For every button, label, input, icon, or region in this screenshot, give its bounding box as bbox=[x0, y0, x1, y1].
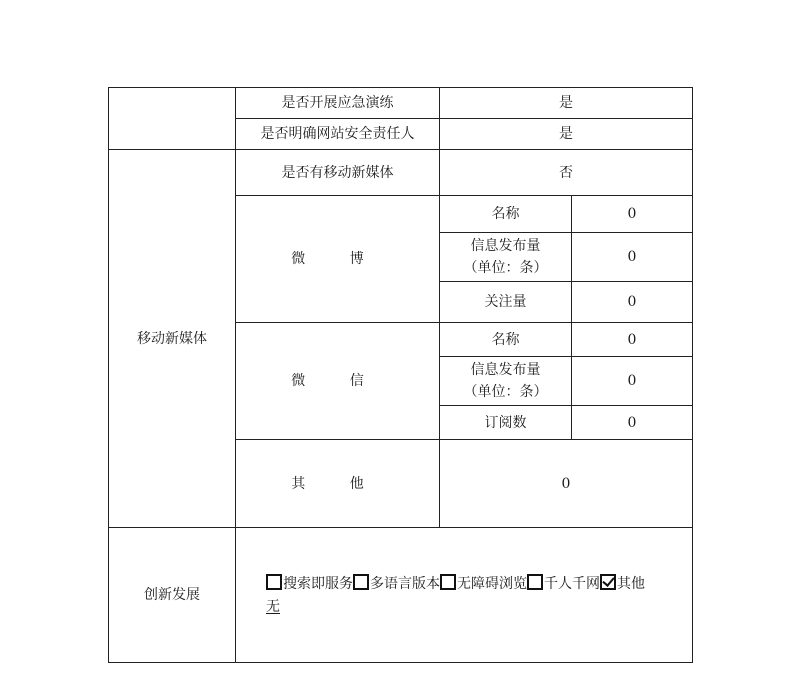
has-mobile-label: 是否有移动新媒体 bbox=[236, 150, 440, 196]
has-mobile-value: 否 bbox=[440, 150, 693, 196]
option-label: 千人千网 bbox=[544, 576, 600, 592]
option-search-service[interactable] bbox=[266, 576, 353, 592]
wechat-posts-label bbox=[440, 357, 572, 406]
innovation-section-label: 创新发展 bbox=[109, 528, 236, 663]
innovation-other-value: 无 bbox=[266, 599, 280, 615]
wechat-name-label: 名称 bbox=[440, 323, 572, 357]
wechat-label: 微 信 bbox=[236, 323, 440, 440]
option-label: 多语言版本 bbox=[370, 576, 440, 592]
checkbox-icon[interactable] bbox=[266, 574, 282, 590]
wechat-subscribers-value: 0 bbox=[572, 406, 693, 440]
other-media-value: 0 bbox=[440, 440, 693, 528]
security-owner-value: 是 bbox=[440, 119, 693, 150]
report-table bbox=[108, 87, 693, 663]
checkbox-icon[interactable] bbox=[440, 574, 456, 590]
weibo-posts-value: 0 bbox=[572, 233, 693, 282]
weibo-label: 微 博 bbox=[236, 196, 440, 323]
weibo-followers-label: 关注量 bbox=[440, 282, 572, 323]
option-personalized[interactable] bbox=[527, 576, 600, 592]
emergency-drill-label: 是否开展应急演练 bbox=[236, 88, 440, 119]
checkbox-icon[interactable] bbox=[353, 574, 369, 590]
security-owner-label: 是否明确网站安全责任人 bbox=[236, 119, 440, 150]
option-label: 搜索即服务 bbox=[283, 576, 353, 592]
weibo-posts-label-line2: （单位：条） bbox=[463, 260, 548, 276]
mobile-media-section-label: 移动新媒体 bbox=[109, 150, 236, 528]
row-has-mobile-media bbox=[109, 150, 693, 196]
checked-checkbox-icon[interactable] bbox=[600, 574, 616, 590]
wechat-subscribers-label: 订阅数 bbox=[440, 406, 572, 440]
option-accessibility[interactable] bbox=[440, 576, 527, 592]
option-other[interactable] bbox=[600, 576, 645, 592]
weibo-name-value: 0 bbox=[572, 196, 693, 233]
wechat-name-value: 0 bbox=[572, 323, 693, 357]
weibo-name-label: 名称 bbox=[440, 196, 572, 233]
innovation-options bbox=[266, 572, 686, 596]
checkbox-icon[interactable] bbox=[527, 574, 543, 590]
weibo-followers-value: 0 bbox=[572, 282, 693, 323]
row-innovation bbox=[109, 528, 693, 663]
wechat-posts-label-line2: （单位：条） bbox=[463, 384, 548, 400]
weibo-posts-label-line1: 信息发布量 bbox=[470, 238, 541, 254]
other-media-label: 其 他 bbox=[236, 440, 440, 528]
innovation-options-cell bbox=[236, 528, 693, 663]
empty-section-cell bbox=[109, 88, 236, 150]
weibo-posts-label bbox=[440, 233, 572, 282]
option-multilanguage[interactable] bbox=[353, 576, 440, 592]
option-label: 其他 bbox=[617, 576, 645, 592]
emergency-drill-value: 是 bbox=[440, 88, 693, 119]
option-label: 无障碍浏览 bbox=[457, 576, 527, 592]
row-emergency-drill bbox=[109, 88, 693, 119]
wechat-posts-label-line1: 信息发布量 bbox=[470, 362, 541, 378]
wechat-posts-value: 0 bbox=[572, 357, 693, 406]
